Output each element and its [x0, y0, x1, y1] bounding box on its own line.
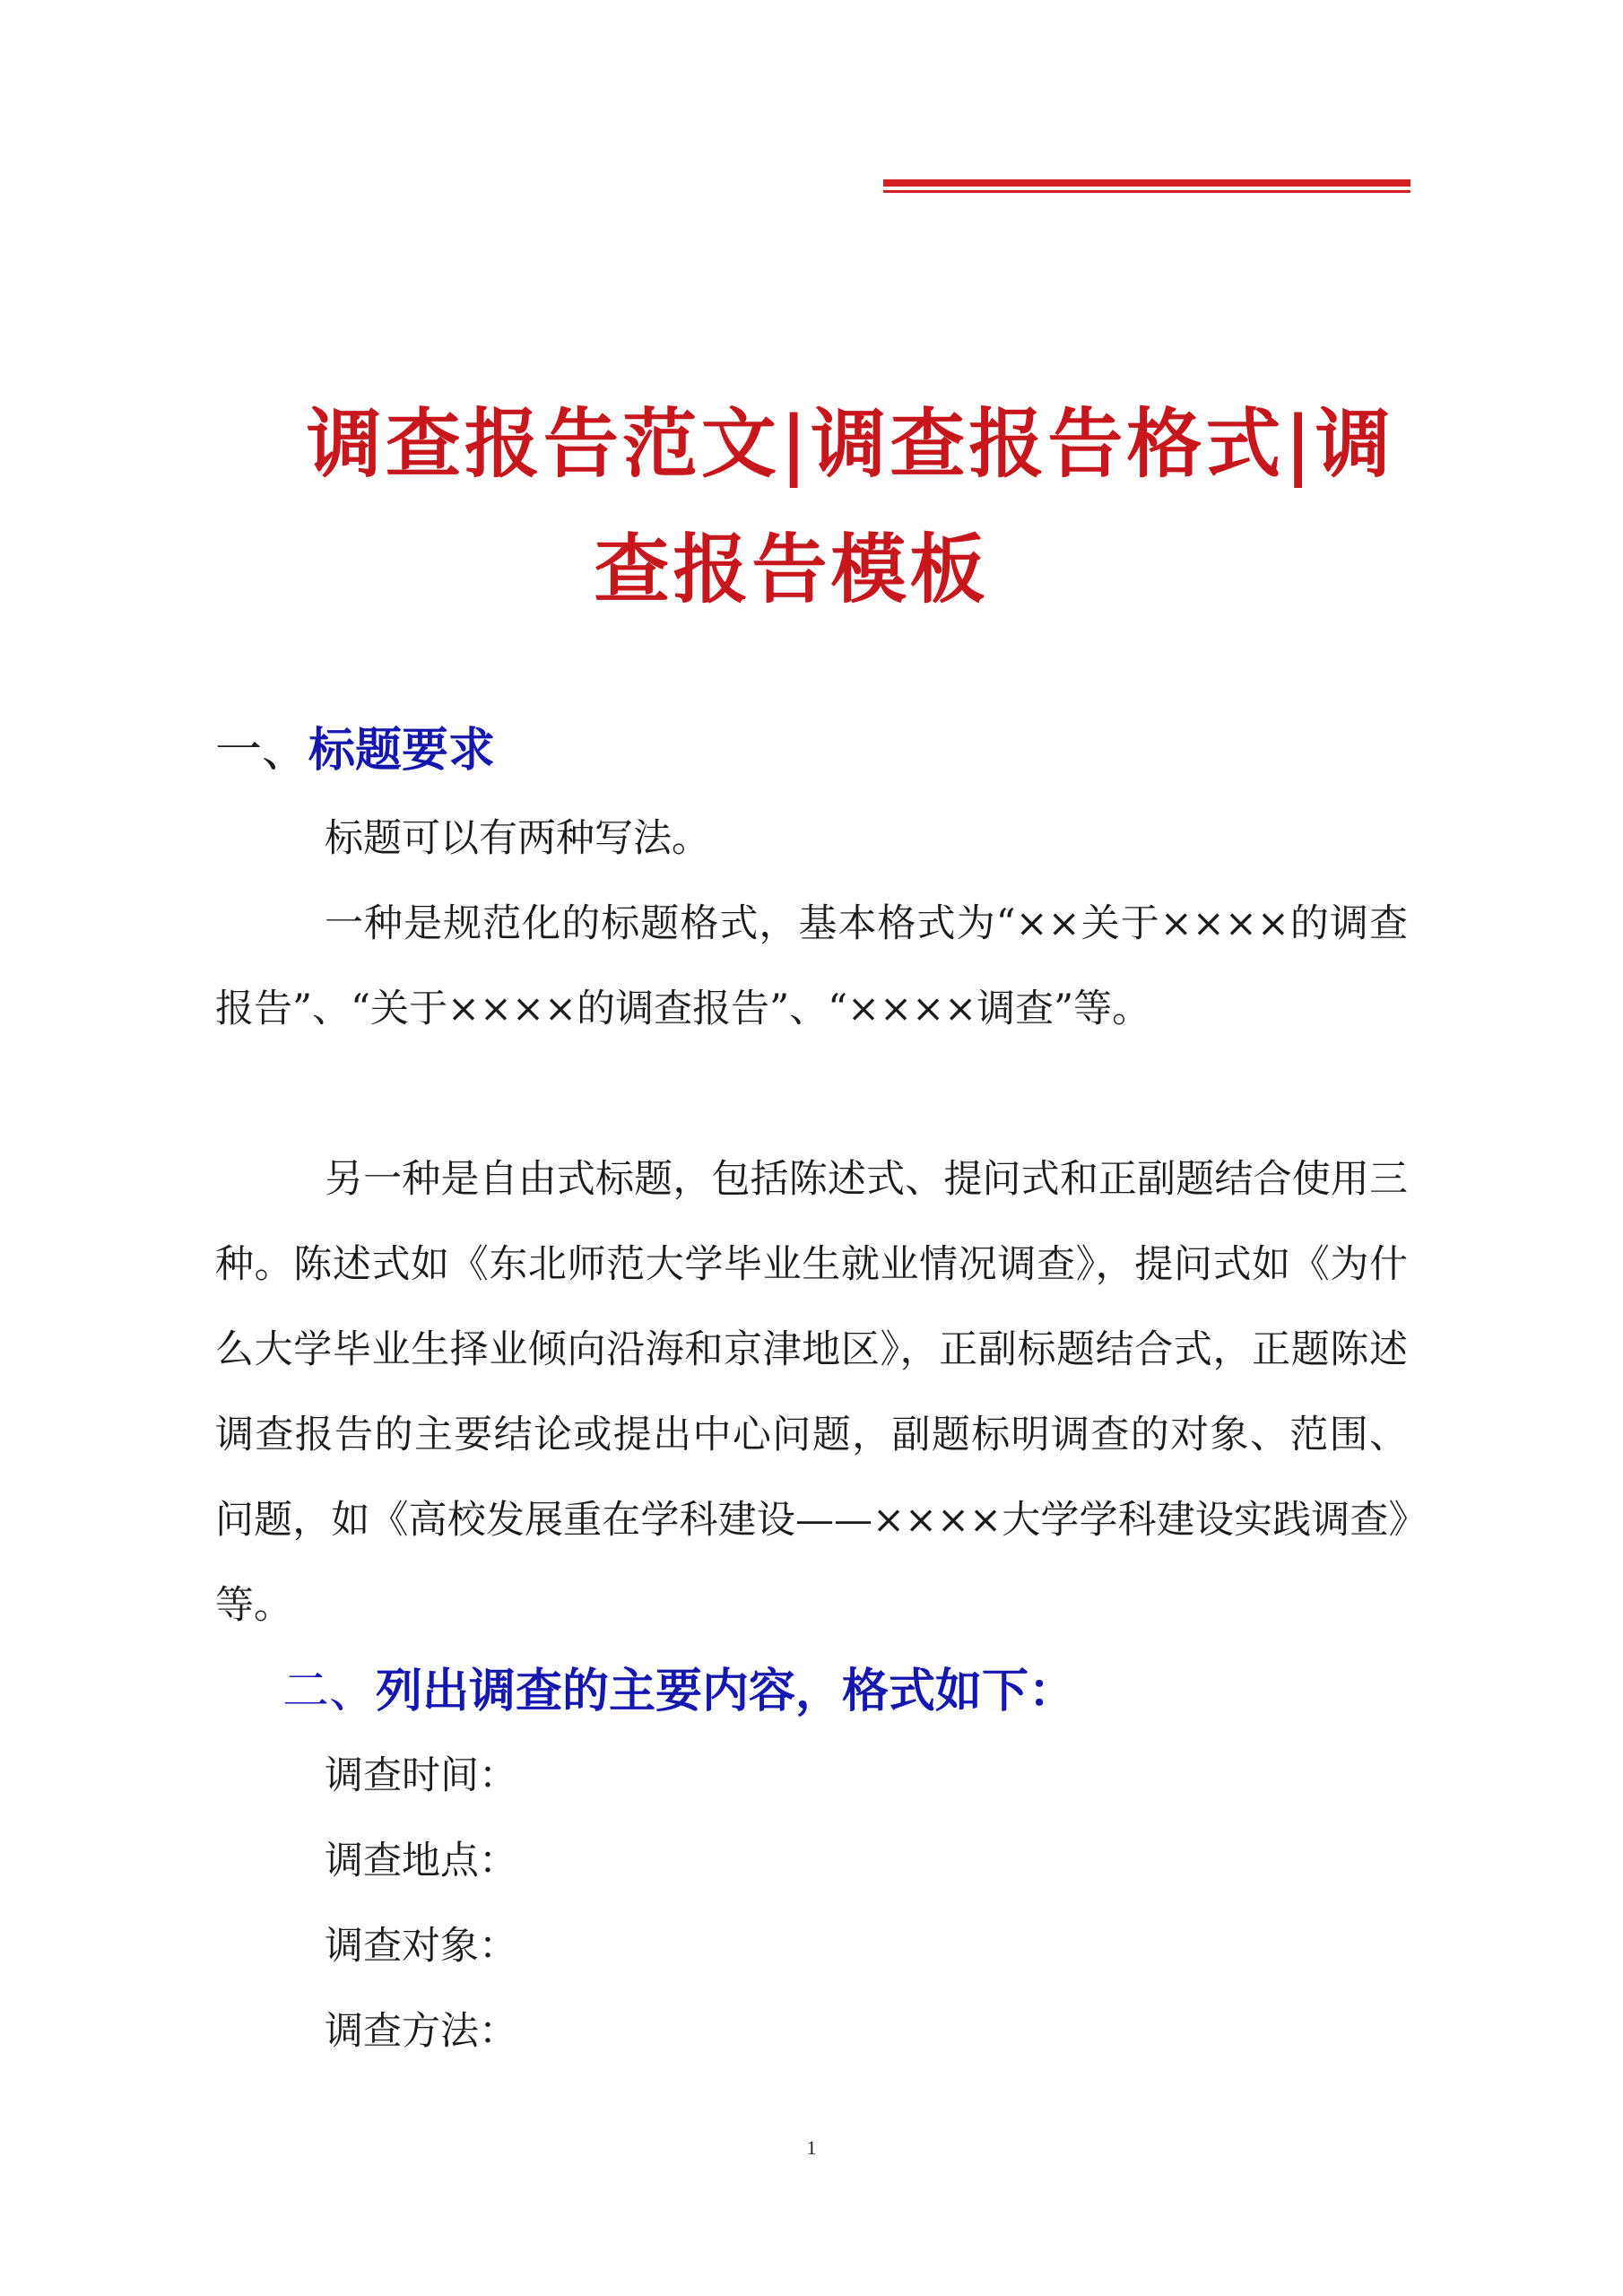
section-2-heading [282, 1663, 1075, 1720]
field-survey-location: 调查地点： [325, 1839, 517, 1883]
page-number: 1 [806, 2136, 817, 2159]
section-1-number: 一、 [215, 724, 309, 778]
section-2-title: 列出调查的主要内容，格式如下： [376, 1664, 1076, 1718]
header-rule-thin [883, 190, 1410, 193]
title-line-2: 查报告模板 [594, 525, 989, 613]
paragraph-3: 另一种是自由式标题，包括陈述式、提问式和正副题结合使用三种。陈述式如《东北师范大学毕业生就业情况调查》，提问式如《为什么大学毕业生择业倾向沿海和京津地区》，正副标题结合式，正题陈述调查报告的主要结论或提出中心问题，副题标明调查的对象、范围、问题，如《高校发展重在学科建设——××××大学学科建设实践调查》等。 [215, 1157, 1408, 1628]
section-1-title: 标题要求 [308, 723, 496, 778]
header-rule-thick [883, 179, 1410, 187]
field-survey-time: 调查时间： [325, 1753, 517, 1798]
title-line-1: 调查报告范文|调查报告格式|调 [306, 399, 1394, 488]
field-survey-subject: 调查对象： [325, 1924, 517, 1969]
paragraph-2: 一种是规范化的标题格式，基本格式为“××关于××××的调查报告”、“关于××××的调查报告”、“××××调查”等。 [215, 901, 1408, 1031]
header-double-rule [883, 179, 1410, 194]
section-2-number: 二、 [282, 1665, 377, 1718]
paragraph-1: 标题可以有两种写法。 [325, 816, 710, 861]
section-1-heading [215, 722, 495, 779]
field-survey-method: 调查方法： [325, 2009, 517, 2054]
document-title [215, 381, 1408, 632]
